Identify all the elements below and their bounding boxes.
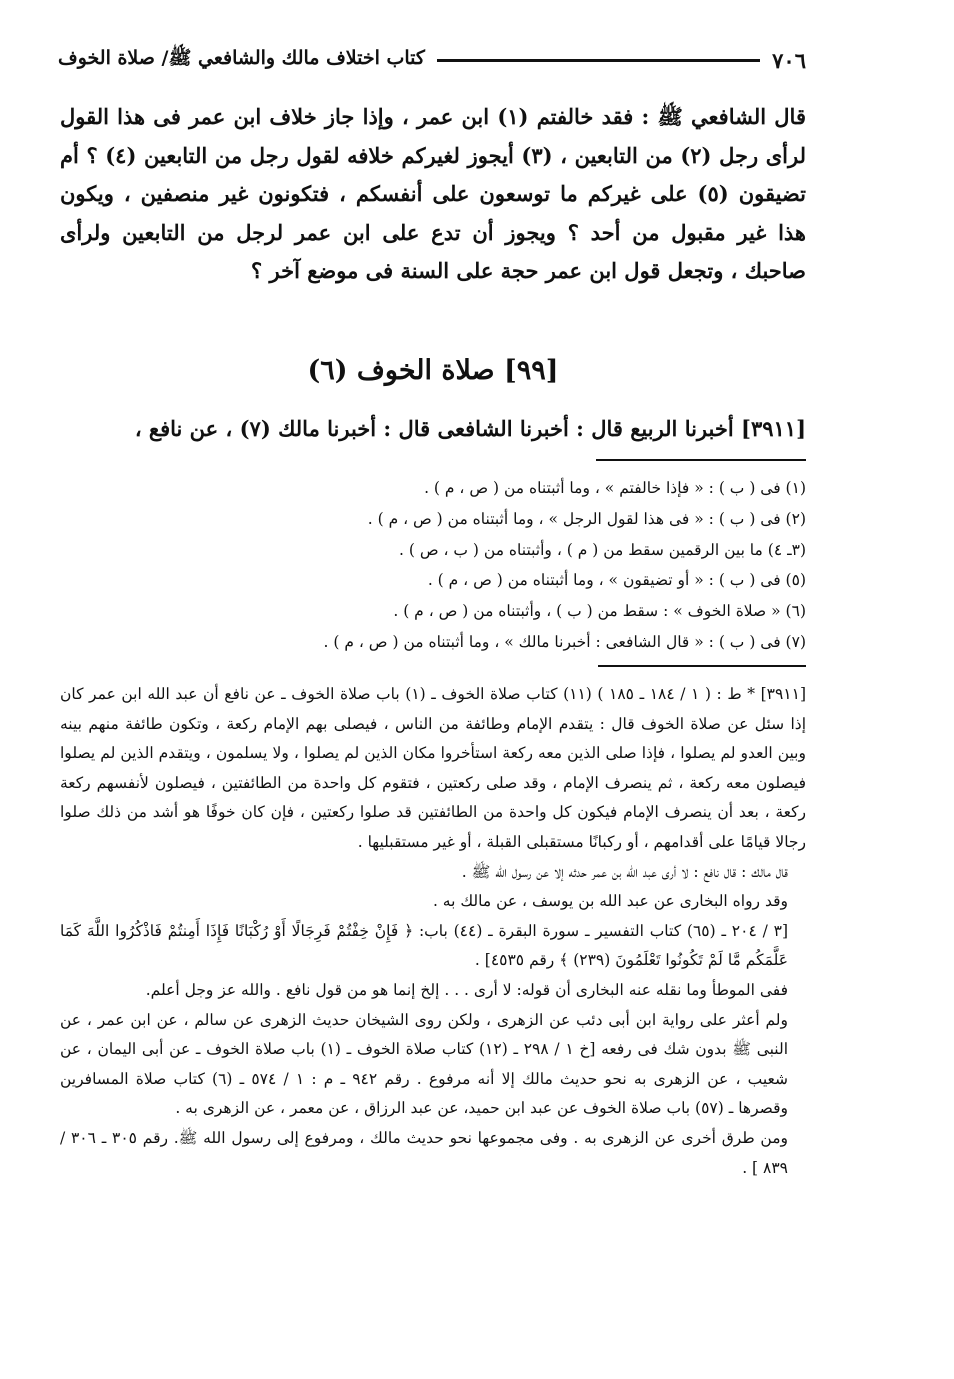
commentary-separator: [598, 665, 806, 667]
footnote-2: (٢) فى ( ب ) : « فى هذا لقول الرجل » ، وما أثبتناه من ( ص ، م ) .: [367, 509, 806, 528]
commentary-paragraph-2: قال مالك : قال نافع : لا أرى عبد الله بن عمر حدثه إلا عن رسول الله ﷺ .: [461, 862, 788, 881]
page-header: [58, 40, 806, 80]
commentary-paragraph-5: ففى الموطأ وما نقله عنه البخارى أن قوله: لا أرى . . . إلخ إنما هو من قول نافع . والله عز وجل أعلم.: [145, 980, 788, 999]
running-title: كتاب اختلاف مالك والشافعي ﷺ/ صلاة الخوف: [58, 47, 425, 69]
hadith-lead: [٣٩١١] أخبرنا الربيع قال : أخبرنا الشافعى قال : أخبرنا مالك (٧) ، عن نافع ،: [134, 416, 806, 441]
footnote-5: (٥) فى ( ب ) : « أو تضيقون » ، وما أثبتناه من ( ص ، م ) .: [427, 571, 806, 590]
footnote-6: (٦) « صلاة الخوف » : سقط من ( ب ) ، وأثبتناه من ( ص ، م ) .: [393, 602, 806, 621]
footnote-separator: [596, 459, 806, 461]
commentary: [60, 680, 806, 1183]
footnote-3-4: (٣ـ ٤) ما بين الرقمين سقط من ( م ) ، وأثبتناه من ( ب ، ص ) .: [398, 540, 806, 559]
main-text: [60, 98, 806, 291]
commentary-paragraph-6: ولم أعثر على رواية ابن أبى دئب عن الزهرى ، ولكن روى الشيخان حديث الزهرى عن سالم ، عن ابن عمر ، عن النبى ﷺ بدون شك فى رفعه [خ ١ / ٢٩٨ ـ (١٢) كتاب صلاة الخوف ـ (١) باب صلاة الخوف ـ عن أبى اليمان ، عن شعيب ، عن الزهرى به نحو حديث مالك إلا أنه مرفوع . رقم ٩٤٢ ـ م : ١ / ٥٧٤ ـ (٦) كتاب صلاة المسافرين وقصرها ـ (٥٧) باب صلاة الخوف عن عبد ابن حميد، عن عبد الرزاق ، عن معمر ، عن الزهرى به .: [60, 1010, 788, 1118]
footnote-1: (١) فى ( ب ) : « فإذا خالفتم » ، وما أثبتناه من ( ص ، م ) .: [424, 479, 806, 497]
header-rule: [437, 59, 760, 62]
footnotes: [60, 473, 806, 658]
commentary-paragraph-1: [٣٩١١] * ط : ( ١ / ١٨٤ ـ ١٨٥ ) (١١) كتاب صلاة الخوف ـ (١) باب صلاة الخوف ـ عن نافع أن عبد الله ابن عمر كان إذا سئل عن صلاة الخوف قال : يتقدم الإمام وطائفة من الناس ، فيصلى بهم الإمام ركعة ، وتكون طائفة منهم بينه وبين العدو لم يصلوا ، فإذا صلى الذين معه ركعة استأخروا مكان الذين لم يصلوا ، ولا يسلمون ، ويتقدم الذين لم يصلوا فيصلون معه ركعة ، ثم ينصرف الإمام ، وقد صلى ركعتين ، فتقوم كل واحدة من الطائفتين ، فيصلون لأنفسهم ركعة ركعة ، بعد أن ينصرف الإمام فيكون كل واحدة من الطائفتين قد صلوا ركعتين ، فإن كان خوفًا هو أشد من ذلك صلوا رجالا قيامًا على أقدامهم ، أو ركبانًا مستقبلى القبلة ، أو غير مستقبليها .: [60, 685, 806, 851]
commentary-paragraph-3: وقد رواه البخارى عن عبد الله بن يوسف ، عن مالك به .: [432, 892, 788, 911]
main-paragraph: قال الشافعي ﷺ : فقد خالفتم (١) ابن عمر ، وإذا جاز خلاف ابن عمر فى هذا القول لرأى رجل (٢) من التابعين ، (٣) أيجوز لغيركم خلافه لقول رجل من التابعين (٤) ؟ أم تضيقون (٥) على غيركم ما توسعون على أنفسكم ، فتكونون غير منصفين ، ويكون هذا غير مقبول من أحد ؟ ويجوز أن تدع على ابن عمر لرجل من التابعين ولرأى صاحبك ، وتجعل قول ابن عمر حجة على السنة فى موضع آخر ؟: [60, 104, 806, 283]
section-title: [٩٩] صلاة الخوف (٦): [307, 355, 559, 386]
commentary-paragraph-4: [٣ / ٢٠٤ ـ (٦٥) كتاب التفسير ـ سورة البقرة ـ (٤٤) باب: ﴿ فَإِنْ خِفْتُمْ فَرِجَالًا أَوْ رُكْبَانًا فَإِذَا أَمِنتُمْ فَاذْكُرُوا اللَّهَ كَمَا عَلَّمَكُم مَّا لَمْ تَكُونُوا تَعْلَمُونَ (٢٣٩) ﴾ رقم ٤٥٣٥] .: [60, 921, 789, 970]
footnote-7: (٧) فى ( ب ) : « قال الشافعى : أخبرنا مالك » ، وما أثبتناه من ( ص ، م ) .: [323, 632, 806, 651]
page-number: ٧٠٦: [772, 47, 806, 73]
commentary-paragraph-7: ومن طرق أخرى عن الزهرى به . وفى مجموعها نحو حديث مالك ، ومرفوع إلى رسول الله ﷺ. رقم ٣٠٥ ـ ٣٠٦ / ٨٣٩ ] .: [60, 1128, 788, 1177]
